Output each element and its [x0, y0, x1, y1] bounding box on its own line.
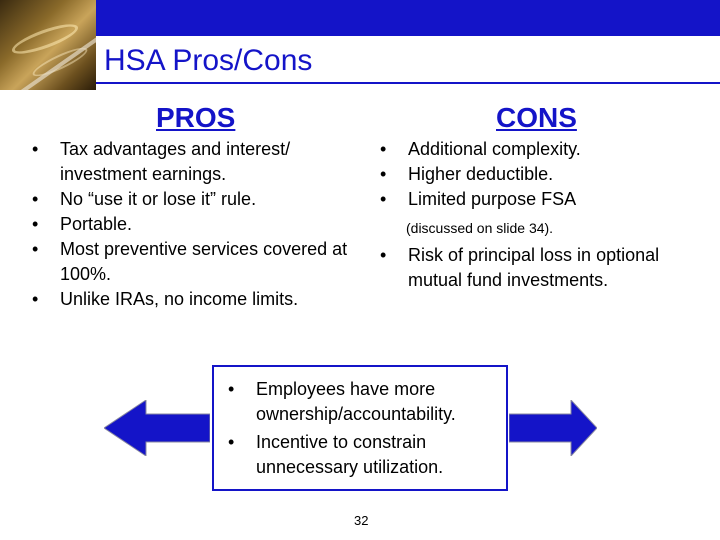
bullet-marker: •	[32, 139, 39, 159]
bullet-marker: •	[380, 164, 387, 184]
title-underline	[96, 82, 720, 84]
bullet-marker: •	[32, 289, 39, 309]
bullet-marker: •	[380, 245, 387, 265]
list-item-text: Limited purpose FSA	[408, 189, 577, 209]
list-item-text: No “use it or lose it” rule.	[60, 189, 257, 209]
bullet-marker: •	[228, 432, 235, 452]
bullet-marker: •	[228, 379, 235, 399]
list-item	[374, 243, 704, 293]
list-item-text: Risk of principal loss in optional mutual fund investments.	[408, 245, 660, 290]
list-item	[26, 137, 356, 187]
left-arrow-icon	[104, 400, 210, 456]
pros-list	[26, 137, 356, 312]
pros-heading: PROS	[156, 102, 236, 133]
list-item-text: Tax advantages and interest/ investment earnings.	[60, 139, 291, 184]
list-item	[26, 287, 356, 312]
list-item	[222, 377, 502, 427]
header-photo	[0, 0, 96, 90]
bullet-marker: •	[380, 139, 387, 159]
cons-heading: CONS	[496, 102, 577, 133]
center-list	[222, 377, 502, 480]
list-item-text: Higher deductible.	[408, 164, 554, 184]
list-item-text: Additional complexity.	[408, 139, 581, 159]
list-item-text: Most preventive services covered at 100%.	[60, 239, 348, 284]
list-item	[26, 212, 356, 237]
list-item	[222, 430, 502, 480]
page-number: 32	[354, 513, 369, 528]
bullet-marker: •	[32, 189, 39, 209]
page-title: HSA Pros/Cons	[104, 44, 313, 77]
list-item	[26, 237, 356, 287]
header-band	[96, 0, 720, 36]
list-item-text: Incentive to constrain unnecessary utilization.	[256, 432, 444, 477]
center-callout-box	[212, 365, 508, 491]
bullet-marker: •	[32, 214, 39, 234]
list-item	[374, 187, 704, 212]
list-item-text: Portable.	[60, 214, 133, 234]
list-item	[26, 187, 356, 212]
cons-list	[374, 137, 704, 293]
list-item-text: Unlike IRAs, no income limits.	[60, 289, 299, 309]
bullet-marker: •	[32, 239, 39, 259]
list-item-text: Employees have more ownership/accountability.	[256, 379, 456, 424]
list-item	[374, 162, 704, 187]
list-item	[374, 137, 704, 162]
right-arrow-icon	[509, 400, 597, 456]
bullet-marker: •	[380, 189, 387, 209]
cons-note: (discussed on slide 34).	[406, 220, 554, 236]
